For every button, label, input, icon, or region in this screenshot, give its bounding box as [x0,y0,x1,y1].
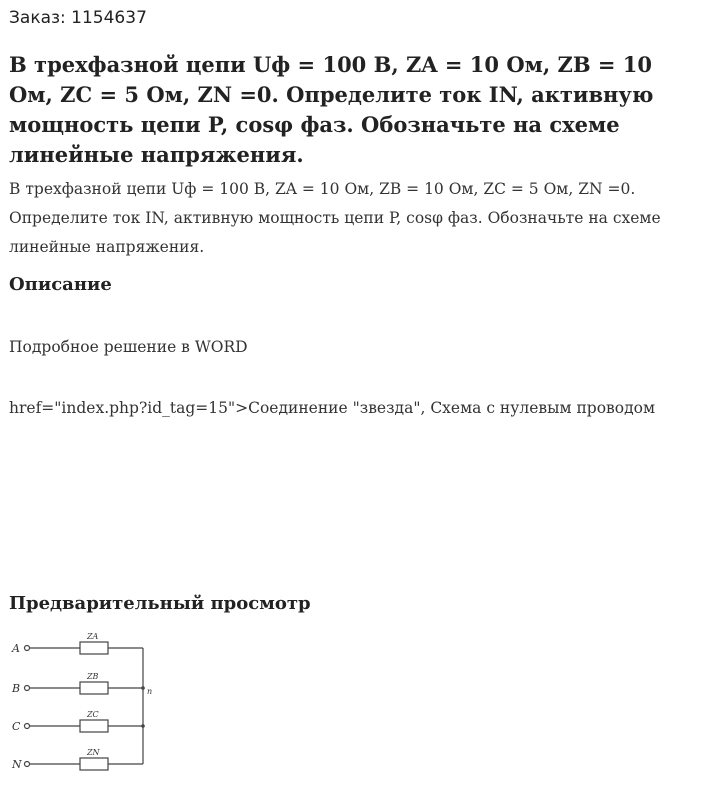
label-zb: ZB [87,672,99,681]
description-word: Подробное решение в WORD [9,338,248,356]
resistor-zn [80,758,108,770]
order-number: Заказ: 1154637 [9,8,147,28]
junction-dot [141,724,145,728]
preview-heading: Предварительный просмотр [9,593,311,614]
label-b: B [12,682,21,695]
label-c: C [12,720,21,733]
terminal-b [25,686,30,691]
circuit-diagram [5,625,175,785]
label-zc: ZC [87,710,99,719]
label-node: n [147,687,153,696]
terminal-n [25,762,30,767]
label-za: ZA [87,632,99,641]
terminal-c [25,724,30,729]
problem-text: В трехфазной цепи Uф = 100 В, ZA = 10 Ом, ZB = 10 Ом, ZC = 5 Ом, ZN =0. Определите ток IN, активную мощность цепи P, cosφ фаз. Обозначьте на схеме линейные напряжения. [9,180,661,256]
resistor-zb [80,682,108,694]
resistor-za [80,642,108,654]
label-a: A [12,642,20,655]
junction-dot [141,686,145,690]
resistor-zc [80,720,108,732]
page-title: В трехфазной цепи Uф = 100 В, ZA = 10 Ом, ZB = 10 Ом, ZC = 5 Ом, ZN =0. Определите ток IN, активную мощность цепи P, cosφ фаз. Обозначьте на схеме линейные напряжения. [9,52,654,167]
description-link-text: href="index.php?id_tag=15">Соединение "звезда", Схема с нулевым проводом [9,399,656,417]
description-heading: Описание [9,274,112,295]
label-n: N [12,758,22,771]
terminal-a [25,646,30,651]
label-zn: ZN [87,748,100,757]
